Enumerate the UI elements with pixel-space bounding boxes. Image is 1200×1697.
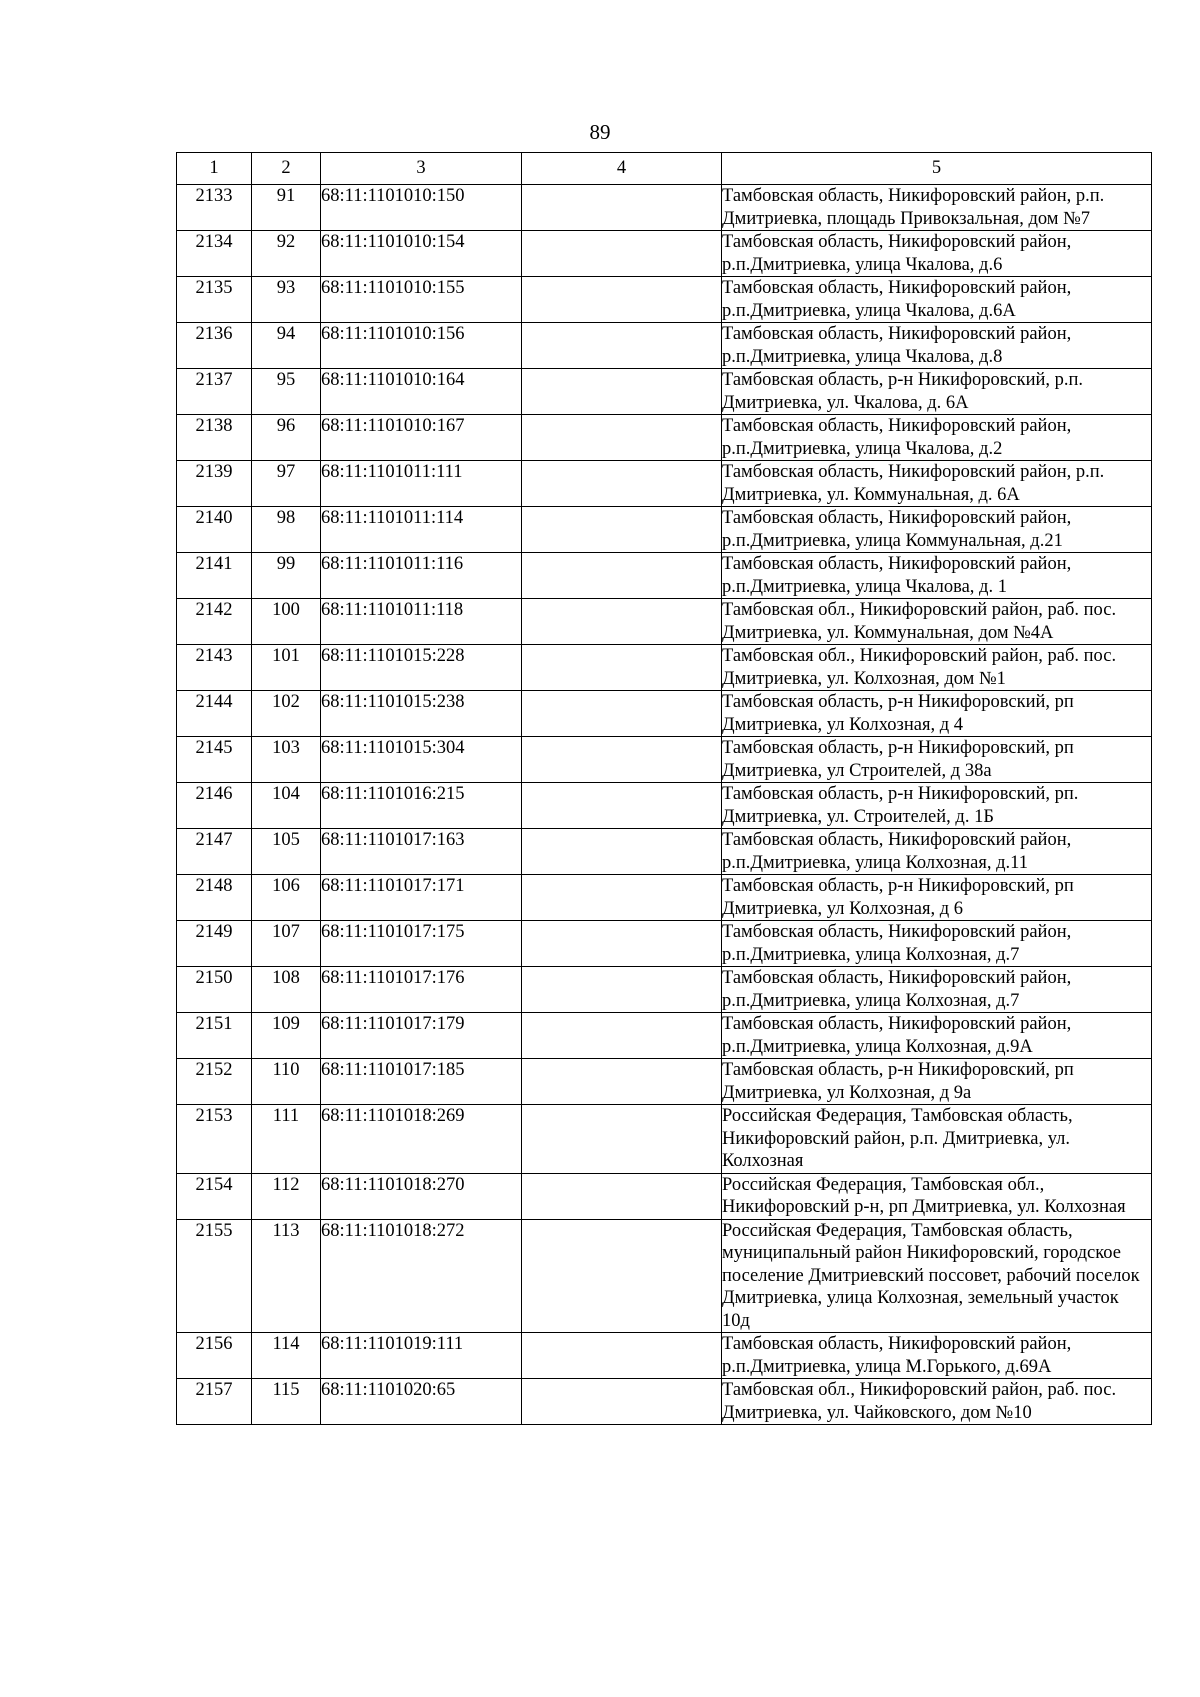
table-body [177, 185, 1152, 1425]
address-cell: Тамбовская область, Никифоровский район, р.п.Дмитриевка, улица Чкалова, д.6 [722, 231, 1152, 277]
row-index-cell: 104 [252, 783, 321, 829]
table-row [177, 645, 1152, 691]
address-cell: Тамбовская область, р-н Никифоровский, р.п. Дмитриевка, ул. Чкалова, д. 6А [722, 369, 1152, 415]
header-row [177, 153, 1152, 185]
column-4-cell [522, 1013, 722, 1059]
table-row [177, 1013, 1152, 1059]
address-cell: Тамбовская область, р-н Никифоровский, рп Дмитриевка, ул Строителей, д 38а [722, 737, 1152, 783]
address-cell: Тамбовская область, Никифоровский район, р.п.Дмитриевка, улица Чкалова, д.6А [722, 277, 1152, 323]
cadastral-number-cell: 68:11:1101015:238 [321, 691, 522, 737]
address-cell: Тамбовская область, Никифоровский район, р.п.Дмитриевка, улица Чкалова, д.8 [722, 323, 1152, 369]
row-number-cell: 2154 [177, 1173, 252, 1219]
address-cell: Тамбовская область, р-н Никифоровский, рп. Дмитриевка, ул. Строителей, д. 1Б [722, 783, 1152, 829]
row-number-cell: 2136 [177, 323, 252, 369]
column-4-cell [522, 553, 722, 599]
table-row [177, 231, 1152, 277]
row-number-cell: 2146 [177, 783, 252, 829]
table-row [177, 967, 1152, 1013]
cadastral-number-cell: 68:11:1101018:269 [321, 1105, 522, 1174]
row-index-cell: 115 [252, 1379, 321, 1425]
table-row [177, 875, 1152, 921]
table-row [177, 1219, 1152, 1333]
address-cell: Тамбовская область, Никифоровский район, р.п. Дмитриевка, ул. Коммунальная, д. 6А [722, 461, 1152, 507]
row-index-cell: 98 [252, 507, 321, 553]
row-number-cell: 2139 [177, 461, 252, 507]
table-row [177, 553, 1152, 599]
row-index-cell: 113 [252, 1219, 321, 1333]
row-number-cell: 2133 [177, 185, 252, 231]
cadastral-number-cell: 68:11:1101010:150 [321, 185, 522, 231]
address-cell: Тамбовская область, Никифоровский район, р.п.Дмитриевка, улица М.Горького, д.69А [722, 1333, 1152, 1379]
table-header [177, 153, 1152, 185]
column-4-cell [522, 783, 722, 829]
cadastral-number-cell: 68:11:1101011:114 [321, 507, 522, 553]
address-cell: Тамбовская область, Никифоровский район, р.п.Дмитриевка, улица Колхозная, д.9А [722, 1013, 1152, 1059]
column-4-cell [522, 737, 722, 783]
column-header-5: 5 [722, 153, 1152, 185]
row-index-cell: 102 [252, 691, 321, 737]
row-number-cell: 2134 [177, 231, 252, 277]
table-row [177, 783, 1152, 829]
row-index-cell: 99 [252, 553, 321, 599]
row-number-cell: 2155 [177, 1219, 252, 1333]
table-row [177, 1059, 1152, 1105]
row-number-cell: 2142 [177, 599, 252, 645]
column-4-cell [522, 645, 722, 691]
row-index-cell: 100 [252, 599, 321, 645]
cadastral-number-cell: 68:11:1101016:215 [321, 783, 522, 829]
column-4-cell [522, 691, 722, 737]
column-4-cell [522, 507, 722, 553]
address-cell: Тамбовская область, р-н Никифоровский, рп Дмитриевка, ул Колхозная, д 9а [722, 1059, 1152, 1105]
column-4-cell [522, 875, 722, 921]
row-number-cell: 2135 [177, 277, 252, 323]
row-index-cell: 106 [252, 875, 321, 921]
cadastral-number-cell: 68:11:1101019:111 [321, 1333, 522, 1379]
column-4-cell [522, 369, 722, 415]
column-header-3: 3 [321, 153, 522, 185]
column-4-cell [522, 599, 722, 645]
cadastral-number-cell: 68:11:1101015:304 [321, 737, 522, 783]
registry-table [176, 152, 1152, 1425]
address-cell: Тамбовская область, Никифоровский район, р.п.Дмитриевка, улица Колхозная, д.7 [722, 967, 1152, 1013]
column-4-cell [522, 1059, 722, 1105]
row-number-cell: 2149 [177, 921, 252, 967]
address-cell: Тамбовская область, Никифоровский район, р.п.Дмитриевка, улица Колхозная, д.7 [722, 921, 1152, 967]
row-number-cell: 2145 [177, 737, 252, 783]
row-number-cell: 2147 [177, 829, 252, 875]
row-number-cell: 2148 [177, 875, 252, 921]
address-cell: Российская Федерация, Тамбовская область, муниципальный район Никифоровский, городское поселение Дмитриевский поссовет, рабочий поселок Дмитриевка, улица Колхозная, земельный участок 10д [722, 1219, 1152, 1333]
address-cell: Тамбовская область, Никифоровский район, р.п. Дмитриевка, площадь Привокзальная, дом №7 [722, 185, 1152, 231]
row-index-cell: 111 [252, 1105, 321, 1174]
address-cell: Тамбовская область, Никифоровский район, р.п.Дмитриевка, улица Чкалова, д.2 [722, 415, 1152, 461]
column-4-cell [522, 1105, 722, 1174]
column-4-cell [522, 415, 722, 461]
cadastral-number-cell: 68:11:1101015:228 [321, 645, 522, 691]
row-number-cell: 2144 [177, 691, 252, 737]
row-index-cell: 110 [252, 1059, 321, 1105]
column-header-4: 4 [522, 153, 722, 185]
row-index-cell: 95 [252, 369, 321, 415]
address-cell: Тамбовская обл., Никифоровский район, раб. пос. Дмитриевка, ул. Чайковского, дом №10 [722, 1379, 1152, 1425]
table-row [177, 185, 1152, 231]
row-index-cell: 91 [252, 185, 321, 231]
column-4-cell [522, 829, 722, 875]
column-4-cell [522, 323, 722, 369]
column-4-cell [522, 461, 722, 507]
cadastral-number-cell: 68:11:1101010:154 [321, 231, 522, 277]
table-row [177, 461, 1152, 507]
address-cell: Тамбовская область, р-н Никифоровский, рп Дмитриевка, ул Колхозная, д 4 [722, 691, 1152, 737]
cadastral-number-cell: 68:11:1101018:270 [321, 1173, 522, 1219]
row-index-cell: 109 [252, 1013, 321, 1059]
table-row [177, 737, 1152, 783]
cadastral-number-cell: 68:11:1101017:179 [321, 1013, 522, 1059]
cadastral-number-cell: 68:11:1101017:175 [321, 921, 522, 967]
table-row [177, 507, 1152, 553]
row-index-cell: 103 [252, 737, 321, 783]
column-header-2: 2 [252, 153, 321, 185]
row-number-cell: 2151 [177, 1013, 252, 1059]
row-number-cell: 2152 [177, 1059, 252, 1105]
address-cell: Тамбовская область, Никифоровский район, р.п.Дмитриевка, улица Коммунальная, д.21 [722, 507, 1152, 553]
table-row [177, 277, 1152, 323]
column-4-cell [522, 1219, 722, 1333]
address-cell: Тамбовская обл., Никифоровский район, раб. пос. Дмитриевка, ул. Коммунальная, дом №4А [722, 599, 1152, 645]
table-row [177, 1333, 1152, 1379]
row-index-cell: 101 [252, 645, 321, 691]
row-number-cell: 2156 [177, 1333, 252, 1379]
row-index-cell: 107 [252, 921, 321, 967]
cadastral-number-cell: 68:11:1101017:171 [321, 875, 522, 921]
row-index-cell: 114 [252, 1333, 321, 1379]
column-4-cell [522, 967, 722, 1013]
column-4-cell [522, 921, 722, 967]
cadastral-number-cell: 68:11:1101011:118 [321, 599, 522, 645]
table-row [177, 1173, 1152, 1219]
row-index-cell: 96 [252, 415, 321, 461]
address-cell: Тамбовская область, Никифоровский район, р.п.Дмитриевка, улица Колхозная, д.11 [722, 829, 1152, 875]
cadastral-number-cell: 68:11:1101011:111 [321, 461, 522, 507]
column-4-cell [522, 231, 722, 277]
cadastral-number-cell: 68:11:1101010:164 [321, 369, 522, 415]
table-row [177, 829, 1152, 875]
cadastral-number-cell: 68:11:1101017:185 [321, 1059, 522, 1105]
column-header-1: 1 [177, 153, 252, 185]
cadastral-number-cell: 68:11:1101011:116 [321, 553, 522, 599]
row-number-cell: 2143 [177, 645, 252, 691]
column-4-cell [522, 1333, 722, 1379]
cadastral-number-cell: 68:11:1101010:167 [321, 415, 522, 461]
table-row [177, 599, 1152, 645]
row-number-cell: 2138 [177, 415, 252, 461]
row-index-cell: 94 [252, 323, 321, 369]
cadastral-number-cell: 68:11:1101020:65 [321, 1379, 522, 1425]
row-index-cell: 105 [252, 829, 321, 875]
cadastral-number-cell: 68:11:1101017:176 [321, 967, 522, 1013]
page-number: 89 [589, 120, 611, 144]
address-cell: Российская Федерация, Тамбовская область, Никифоровский район, р.п. Дмитриевка, ул. Колхозная [722, 1105, 1152, 1174]
row-index-cell: 108 [252, 967, 321, 1013]
column-4-cell [522, 277, 722, 323]
row-number-cell: 2137 [177, 369, 252, 415]
column-4-cell [522, 1173, 722, 1219]
table-row [177, 921, 1152, 967]
row-number-cell: 2157 [177, 1379, 252, 1425]
table-row [177, 323, 1152, 369]
row-number-cell: 2141 [177, 553, 252, 599]
address-cell: Тамбовская область, Никифоровский район, р.п.Дмитриевка, улица Чкалова, д. 1 [722, 553, 1152, 599]
address-cell: Тамбовская обл., Никифоровский район, раб. пос. Дмитриевка, ул. Колхозная, дом №1 [722, 645, 1152, 691]
table-row [177, 415, 1152, 461]
row-index-cell: 97 [252, 461, 321, 507]
row-number-cell: 2150 [177, 967, 252, 1013]
row-number-cell: 2153 [177, 1105, 252, 1174]
row-index-cell: 92 [252, 231, 321, 277]
row-index-cell: 93 [252, 277, 321, 323]
table-row [177, 691, 1152, 737]
column-4-cell [522, 1379, 722, 1425]
table-row [177, 369, 1152, 415]
table-row [177, 1379, 1152, 1425]
column-4-cell [522, 185, 722, 231]
table-row [177, 1105, 1152, 1174]
cadastral-number-cell: 68:11:1101010:156 [321, 323, 522, 369]
cadastral-number-cell: 68:11:1101010:155 [321, 277, 522, 323]
row-index-cell: 112 [252, 1173, 321, 1219]
row-number-cell: 2140 [177, 507, 252, 553]
cadastral-number-cell: 68:11:1101017:163 [321, 829, 522, 875]
cadastral-number-cell: 68:11:1101018:272 [321, 1219, 522, 1333]
address-cell: Российская Федерация, Тамбовская обл., Никифоровский р-н, рп Дмитриевка, ул. Колхозная [722, 1173, 1152, 1219]
address-cell: Тамбовская область, р-н Никифоровский, рп Дмитриевка, ул Колхозная, д 6 [722, 875, 1152, 921]
